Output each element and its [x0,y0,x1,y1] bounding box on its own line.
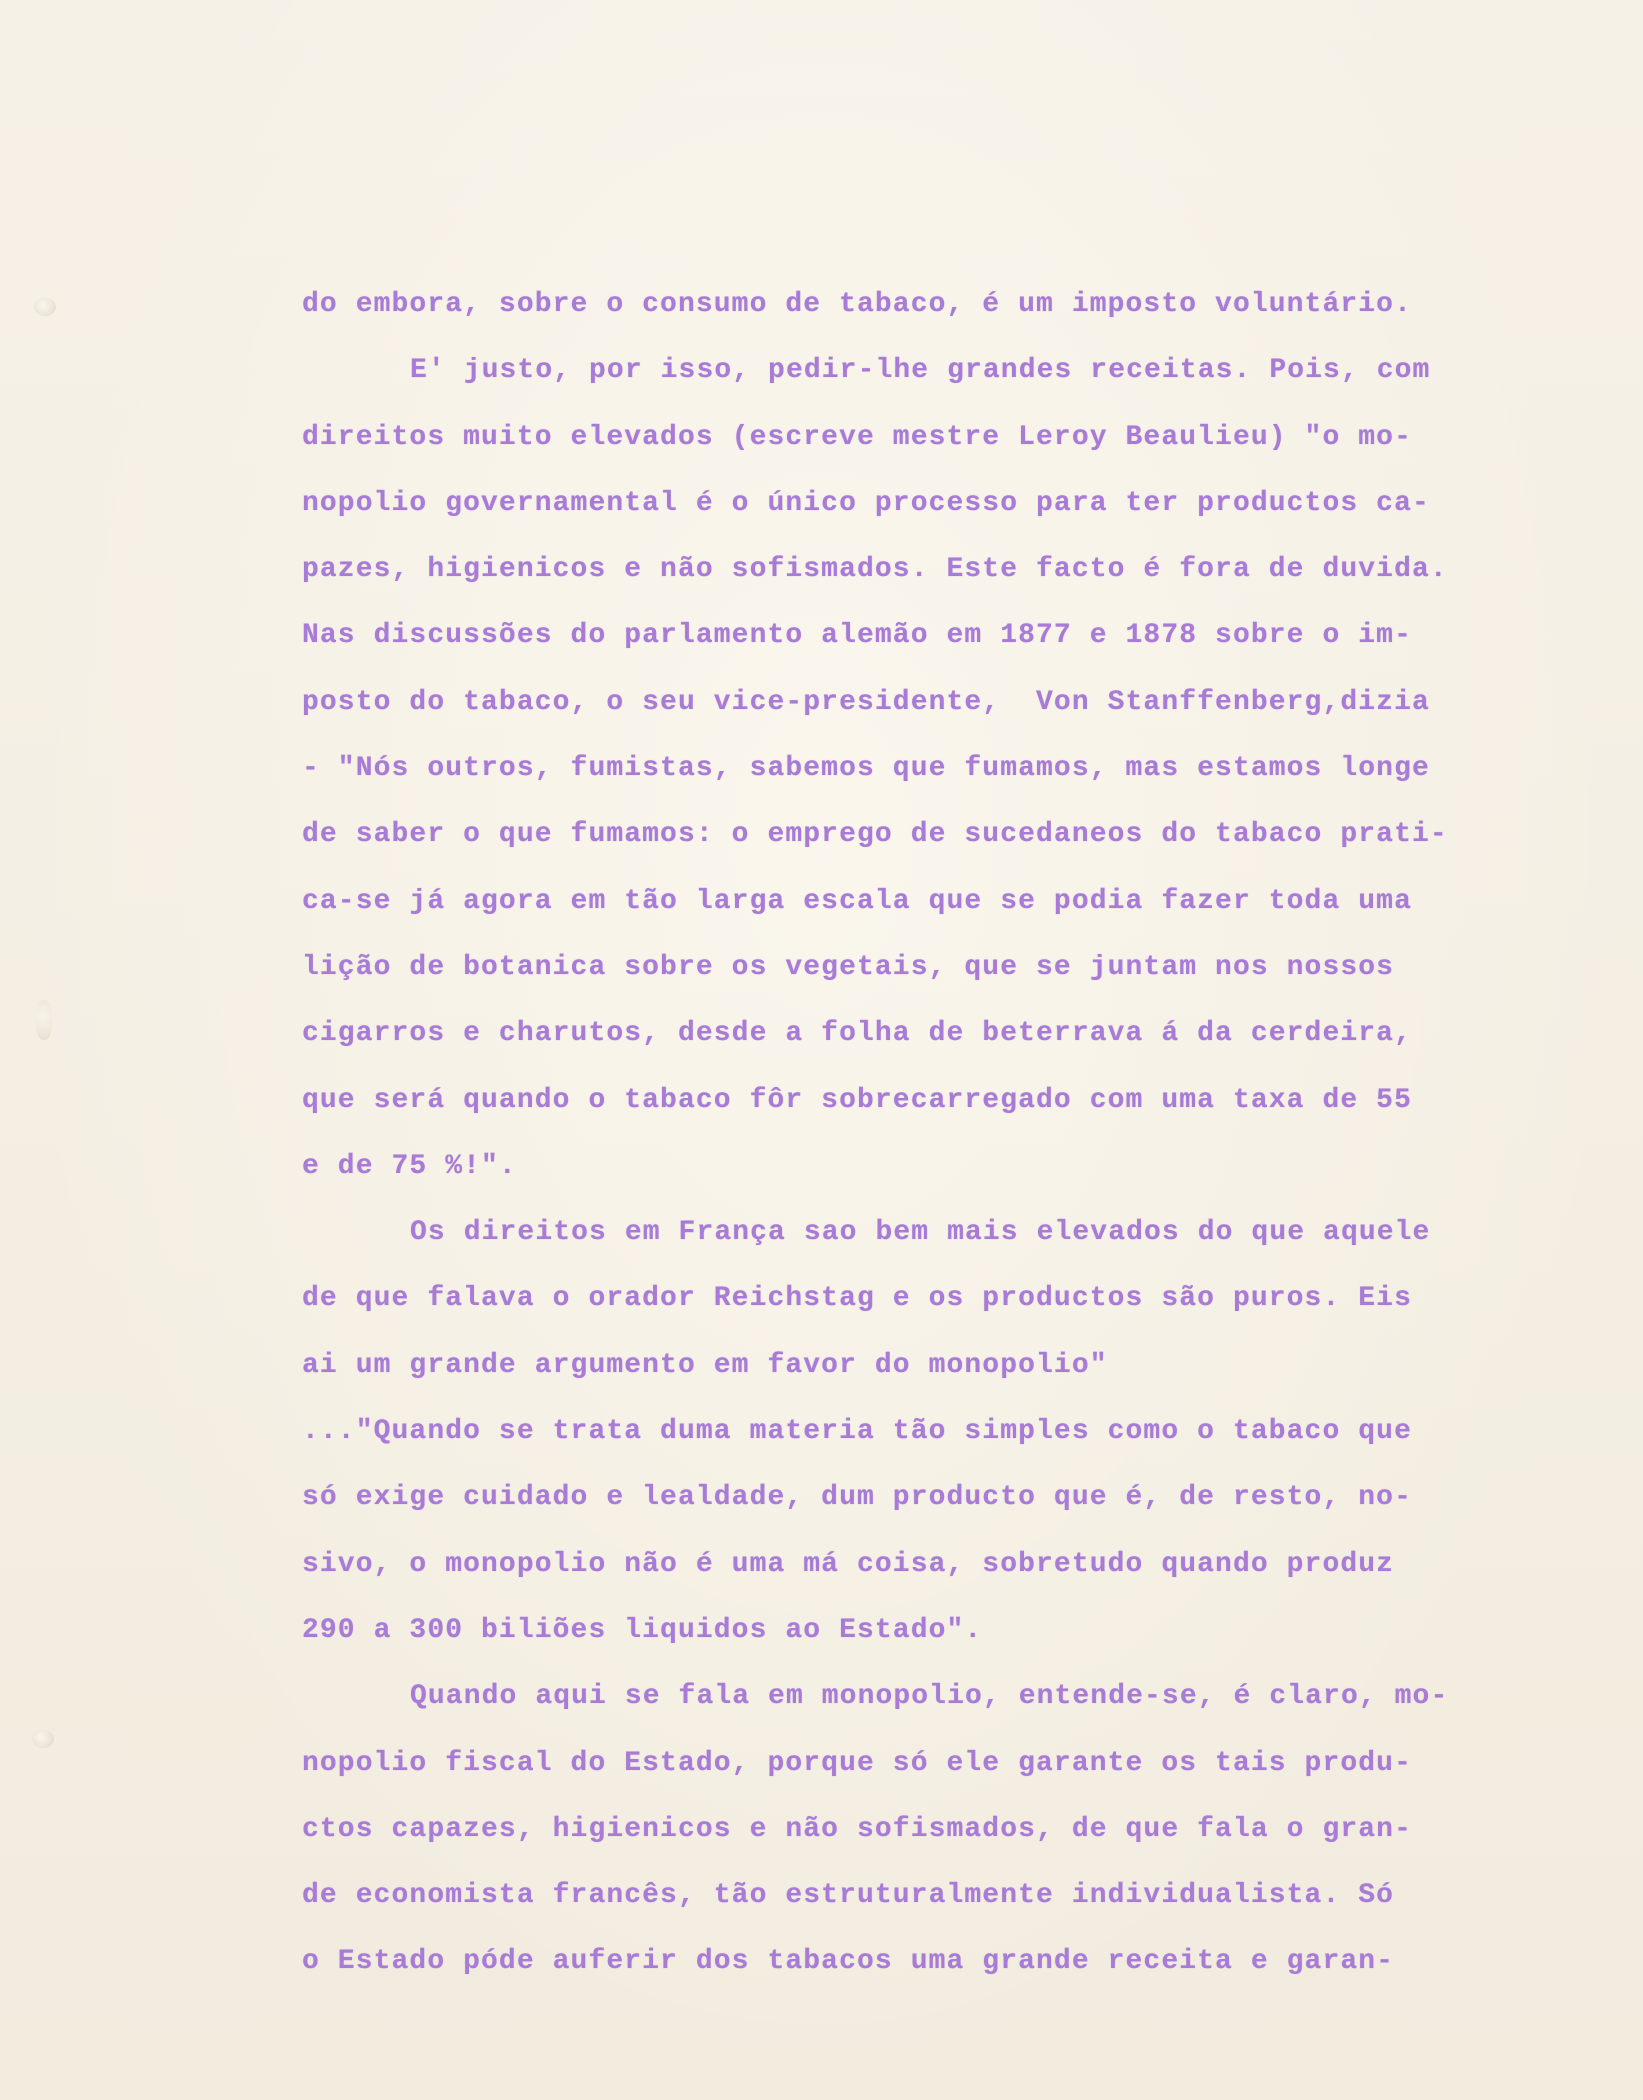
text-line: Quando aqui se fala em monopolio, entende-se, é claro, mo- [410,1681,1449,1713]
text-line: Nas discussões do parlamento alemão em 1877 e 1878 sobre o im- [302,620,1412,652]
punch-hole-bottom [32,1730,54,1748]
text-line: sivo, o monopolio não é uma má coisa, sobretudo quando produz [302,1548,1395,1580]
text-line: pazes, higienicos e não sofismados. Este facto é fora de duvida. [302,554,1448,586]
text-line: posto do tabaco, o seu vice-presidente, Von Stanffenberg,dizia [302,686,1430,718]
text-line: cigarros e charutos, desde a folha de beterrava á da cerdeira, [302,1018,1412,1050]
text-line: que será quando o tabaco fôr sobrecarregado com uma taxa de 55 [302,1084,1412,1116]
text-line: Os direitos em França sao bem mais elevados do que aquele [410,1217,1431,1249]
text-line: de que falava o orador Reichstag e os productos são puros. Eis [302,1283,1412,1315]
text-line: ai um grande argumento em favor do monopolio" [302,1349,1108,1381]
text-line: lição de botanica sobre os vegetais, que se juntam nos nossos [302,951,1395,983]
text-line: do embora, sobre o consumo de tabaco, é um imposto voluntário. [302,289,1412,320]
text-line: ..."Quando se trata duma materia tão simples como o tabaco que [302,1416,1412,1448]
text-line: direitos muito elevados (escreve mestre Leroy Beaulieu) "o mo- [302,421,1412,453]
text-line: 290 a 300 biliões liquidos ao Estado". [302,1614,983,1646]
text-line: nopolio governamental é o único processo para ter productos ca- [302,487,1430,519]
text-line: o Estado póde auferir dos tabacos uma grande receita e garan- [302,1946,1395,1978]
text-line: ctos capazes, higienicos e não sofismados, de que fala o gran- [302,1813,1412,1845]
text-line: de saber o que fumamos: o emprego de sucedaneos do tabaco prati- [302,819,1448,851]
text-line: só exige cuidado e lealdade, dum producto que é, de resto, no- [302,1482,1412,1514]
text-line: de economista francês, tão estruturalmente individualista. Só [302,1880,1395,1912]
punch-hole-top [34,298,56,316]
text-line: nopolio fiscal do Estado, porque só ele garante os tais produ- [302,1747,1412,1779]
punch-hole-middle [36,1000,52,1040]
text-line: - "Nós outros, fumistas, sabemos que fumamos, mas estamos longe [302,753,1430,785]
text-line: ca-se já agora em tão larga escala que se podia fazer toda uma [302,885,1412,917]
typewritten-text [300,272,1590,1996]
text-line: E' justo, por isso, pedir-lhe grandes receitas. Pois, com [410,355,1431,387]
text-line: e de 75 %!". [302,1150,517,1182]
